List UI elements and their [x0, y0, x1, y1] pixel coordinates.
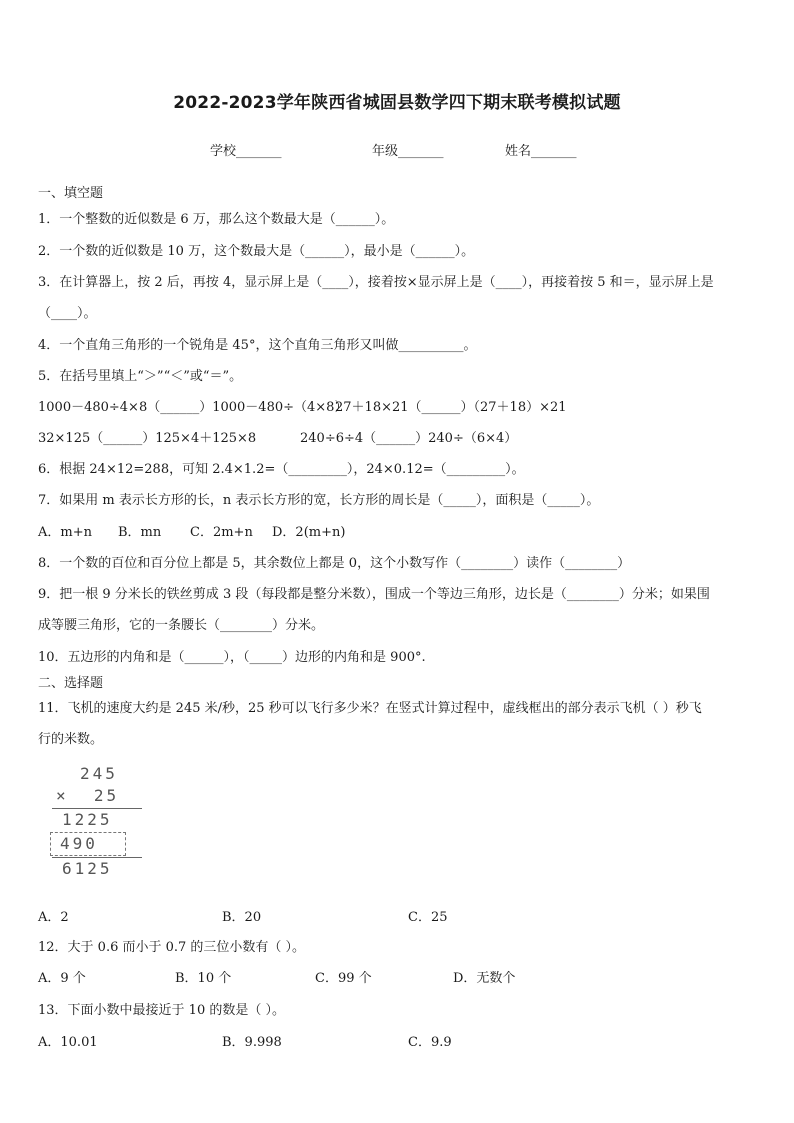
q7-option-b: B．mn — [118, 525, 162, 540]
question-5: 5．在括号里填上“＞”“＜”或“＝”。 — [38, 369, 243, 384]
question-3: 3．在计算器上，按 2 后，再按 4，显示屏上是（____），接着按×显示屏上是（____），再接着按 5 和＝，显示屏上是 — [38, 275, 714, 290]
q12-option-c: C．99 个 — [315, 971, 372, 986]
q13-option-a: A．10.01 — [38, 1035, 98, 1050]
school-field: 学校_______ — [210, 144, 282, 159]
calc-partial-2: 490 — [60, 834, 98, 853]
q11-option-c: C．25 — [408, 910, 448, 925]
calc-rule-top — [52, 808, 142, 809]
calc-partial-1: 1225 — [62, 810, 113, 829]
name-field: 姓名_______ — [505, 144, 577, 159]
question-5-a1: 1000－480÷4×8（______）1000－480÷（4×8） — [38, 400, 348, 415]
section-fill-blank: 一、填空题 — [38, 186, 104, 201]
section-multiple-choice: 二、选择题 — [38, 676, 104, 691]
q7-option-a: A．m+n — [38, 525, 92, 540]
q7-option-d: D．2(m+n) — [272, 525, 346, 540]
question-2: 2．一个数的近似数是 10 万，这个数最大是（______），最小是（______）。 — [38, 244, 475, 259]
question-11: 11．飞机的速度大约是 245 米/秒，25 秒可以飞行多少米？在竖式计算过程中，虚线框出的部分表示飞机（ ）秒飞 — [38, 701, 702, 716]
question-13: 13．下面小数中最接近于 10 的数是（ ）。 — [38, 1003, 285, 1018]
q12-option-d: D．无数个 — [453, 971, 516, 986]
question-7: 7．如果用 m 表示长方形的长，n 表示长方形的宽，长方形的周长是（_____），面积是（_____）。 — [38, 493, 600, 508]
q12-option-b: B．10 个 — [175, 971, 232, 986]
question-12: 12．大于 0.6 而小于 0.7 的三位小数有（ ）。 — [38, 940, 306, 955]
question-6: 6．根据 24×12=288，可知 2.4×1.2=（_________），24×0.12=（_________）。 — [38, 462, 525, 477]
question-11-cont: 行的米数。 — [38, 732, 104, 747]
q13-option-c: C．9.9 — [408, 1035, 452, 1050]
page-title: 2022-2023学年陕西省城固县数学四下期末联考模拟试题 — [173, 93, 621, 113]
calc-rule-bottom — [52, 857, 142, 858]
q7-option-c: C．2m+n — [190, 525, 253, 540]
calc-product: 6125 — [62, 859, 113, 878]
question-1: 1．一个整数的近似数是 6 万，那么这个数最大是（______）。 — [38, 212, 395, 227]
question-9: 9．把一根 9 分米长的铁丝剪成 3 段（每段都是整分米数），围成一个等边三角形，边长是（________）分米；如果围 — [38, 587, 710, 602]
calc-multiplicand: 245 — [80, 764, 118, 783]
question-5-b2: 240÷6÷4（______）240÷（6×4） — [300, 431, 518, 446]
question-5-a2: 27＋18×21（______）（27＋18）×21 — [335, 400, 567, 415]
grade-field: 年级_______ — [372, 144, 444, 159]
question-5-b1: 32×125（______）125×4＋125×8 — [38, 431, 257, 446]
q11-option-a: A．2 — [38, 910, 69, 925]
question-8: 8．一个数的百位和百分位上都是 5，其余数位上都是 0，这个小数写作（________）读作（________） — [38, 556, 631, 571]
q13-option-b: B．9.998 — [222, 1035, 282, 1050]
vertical-multiplication — [48, 762, 148, 882]
question-3-cont: （____）。 — [38, 306, 97, 321]
q11-option-b: B．20 — [222, 910, 262, 925]
question-10: 10．五边形的内角和是（______），（_____）边形的内角和是 900°. — [38, 650, 426, 665]
q12-option-a: A．9 个 — [38, 971, 86, 986]
question-9-cont: 成等腰三角形，它的一条腰长（________）分米。 — [38, 618, 325, 633]
question-4: 4．一个直角三角形的一个锐角是 45°，这个直角三角形又叫做__________。 — [38, 338, 477, 353]
calc-multiplier: × 25 — [56, 786, 120, 805]
